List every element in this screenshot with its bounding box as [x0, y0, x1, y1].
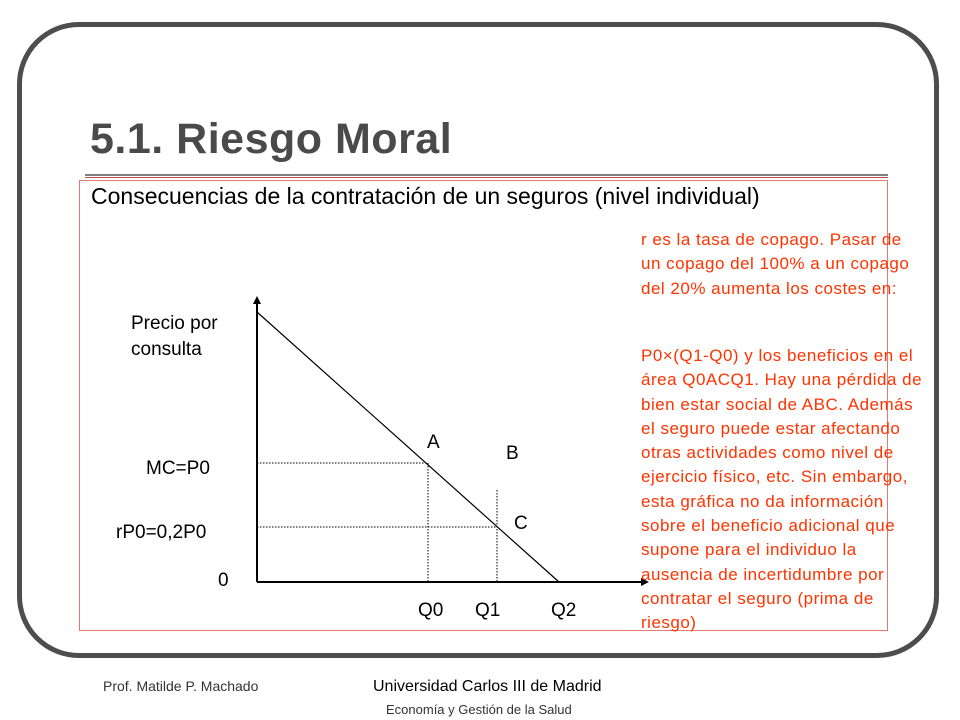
origin-label: 0 [218, 570, 229, 591]
y-axis-label: Precio por consulta [131, 313, 218, 360]
point-b-label: B [506, 443, 519, 464]
copago-note: r es la tasa de copago. Pasar de un copago del 100% a un copago del 20% aumenta los costes en: [641, 230, 910, 298]
point-c-label: C [514, 513, 528, 534]
mc-price-label: MC=P0 [146, 458, 210, 479]
q1-label: Q1 [475, 600, 501, 621]
footer-course: Economía y Gestión de la Salud [386, 702, 572, 717]
rp-price-label: rP0=0,2P0 [116, 522, 207, 543]
q0-label: Q0 [418, 600, 444, 621]
footer-author: Prof. Matilde P. Machado [103, 678, 259, 694]
point-a-label: A [427, 432, 440, 453]
q2-label: Q2 [551, 600, 577, 621]
welfare-note: P0×(Q1-Q0) y los beneficios en el área Q0ACQ1. Hay una pérdida de bien estar social de ABC. Además el seguro puede estar afectando otras actividades como nivel de ejercicio físico, etc. Sin embargo, esta gráfica no da información sobre el beneficio adicional que supone para el individuo la ausencia de incertidumbre por contratar el seguro (prima de riesgo) [641, 346, 923, 633]
slide-subtitle: Consecuencias de la contratación de un seguros (nivel individual) [91, 183, 760, 209]
footer-university: Universidad Carlos III de Madrid [373, 678, 602, 695]
slide-title: 5.1. Riesgo Moral [90, 115, 453, 163]
